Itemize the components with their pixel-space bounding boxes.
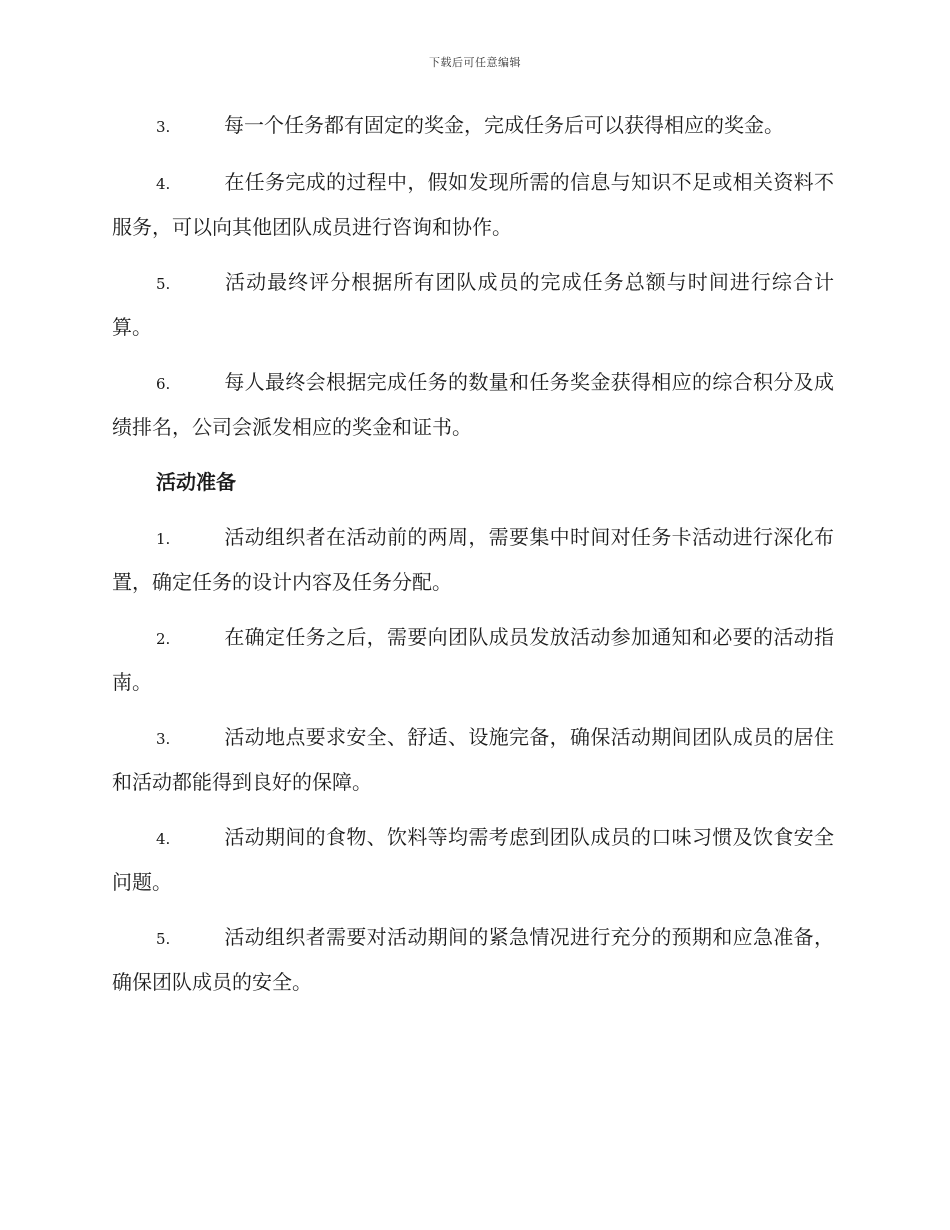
item-text: 活动最终评分根据所有团队成员的完成任务总额与时间进行综合计算。	[112, 270, 834, 339]
item-text: 在确定任务之后，需要向团队成员发放活动参加通知和必要的活动指南。	[112, 625, 834, 694]
item-number: 1.	[156, 530, 171, 548]
document-body	[112, 104, 834, 1016]
item-number: 5.	[156, 930, 171, 948]
header-note: 下载后可任意编辑	[429, 56, 521, 69]
item-number: 2.	[156, 630, 171, 648]
list-item	[112, 361, 834, 449]
list-item	[112, 104, 834, 149]
item-text: 活动组织者需要对活动期间的紧急情况进行充分的预期和应急准备，确保团队成员的安全。	[112, 925, 834, 994]
item-text: 活动地点要求安全、舒适、设施完备，确保活动期间团队成员的居住和活动都能得到良好的保障。	[112, 725, 834, 794]
list-item	[112, 616, 834, 704]
item-text: 在任务完成的过程中，假如发现所需的信息与知识不足或相关资料不服务，可以向其他团队成员进行咨询和协作。	[112, 170, 834, 239]
item-number: 3.	[156, 730, 171, 748]
list-item	[112, 916, 834, 1004]
list-item	[112, 716, 834, 804]
item-text: 每一个任务都有固定的奖金，完成任务后可以获得相应的奖金。	[224, 113, 784, 137]
item-text: 每人最终会根据完成任务的数量和任务奖金获得相应的综合积分及成绩排名，公司会派发相应的奖金和证书。	[112, 370, 834, 439]
item-text: 活动期间的食物、饮料等均需考虑到团队成员的口味习惯及饮食安全问题。	[112, 825, 834, 894]
item-number: 3.	[156, 118, 171, 136]
item-number: 5.	[156, 275, 171, 293]
item-text: 活动组织者在活动前的两周，需要集中时间对任务卡活动进行深化布置，确定任务的设计内容及任务分配。	[112, 525, 834, 594]
item-number: 4.	[156, 830, 171, 848]
list-item	[112, 261, 834, 349]
list-item	[112, 816, 834, 904]
list-item	[112, 516, 834, 604]
list-item	[112, 161, 834, 249]
item-number: 6.	[156, 375, 171, 393]
section-heading: 活动准备	[156, 470, 236, 494]
item-number: 4.	[156, 175, 171, 193]
